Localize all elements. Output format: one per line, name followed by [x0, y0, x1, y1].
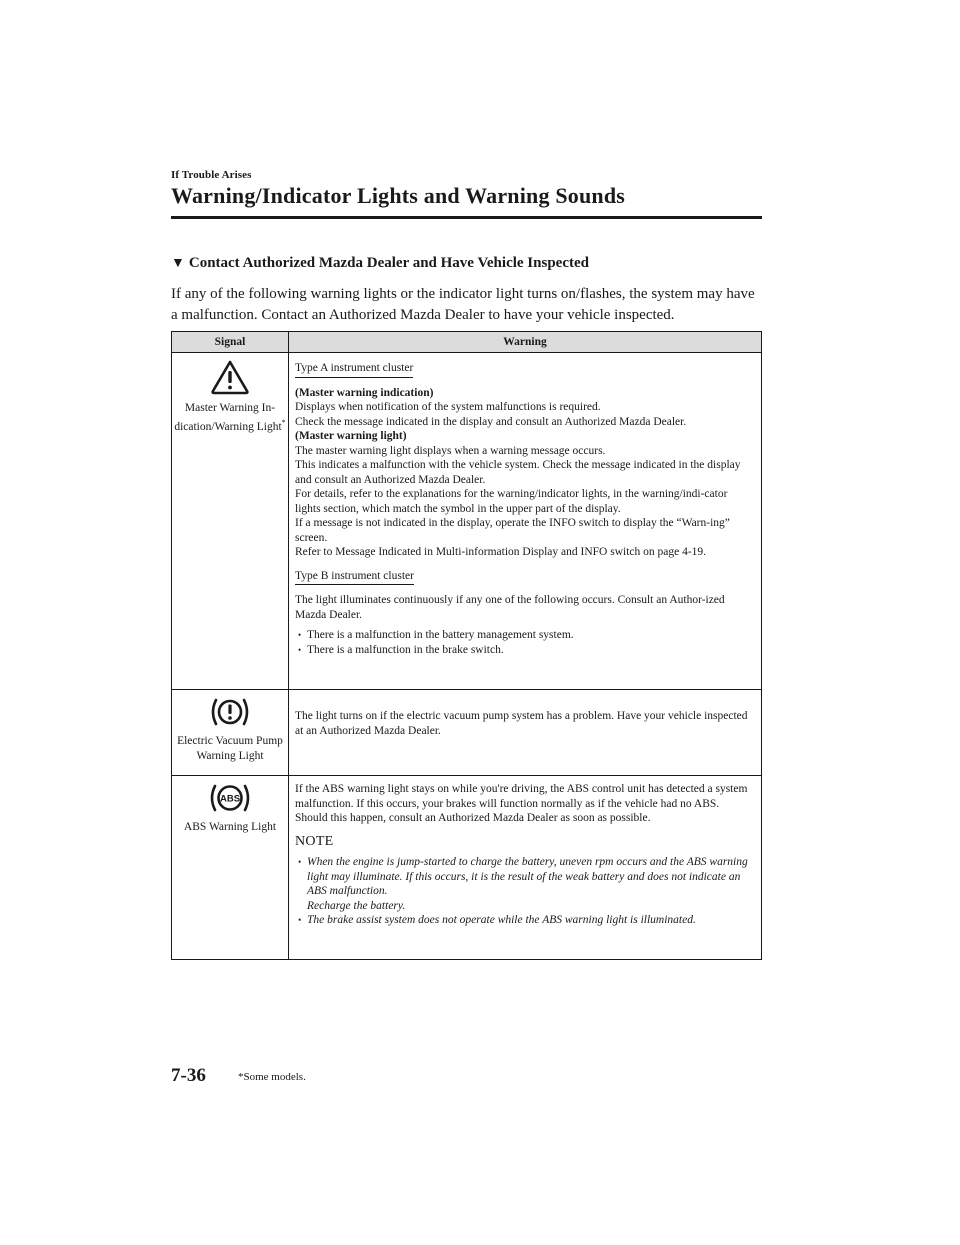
table-header-row: [172, 332, 762, 353]
title-rule: [171, 216, 762, 219]
type-b-heading: Type B instrument cluster: [295, 569, 414, 586]
master-light-heading: (Master warning light): [295, 430, 407, 442]
body-text: The master warning light displays when a warning message occurs.: [295, 444, 606, 457]
signal-name: Electric Vacuum Pump Warning Light: [177, 735, 283, 762]
table-row: [172, 353, 762, 690]
warning-cell: [289, 776, 762, 960]
footnote: *Some models.: [238, 1071, 306, 1083]
table-row: [172, 776, 762, 960]
col-header-signal: Signal: [172, 332, 289, 353]
note-heading: NOTE: [295, 833, 334, 849]
subsection-heading: [171, 255, 589, 272]
type-a-heading: Type A instrument cluster: [295, 361, 413, 378]
bullet-list: [295, 628, 755, 657]
body-text: Should this happen, consult an Authorized Mazda Dealer as soon as possible.: [295, 812, 651, 824]
col-header-warning: Warning: [289, 332, 762, 353]
section-label: If Trouble Arises: [171, 169, 252, 181]
note-list: [295, 855, 755, 928]
body-text: If a message is not indicated in the display, operate the INFO switch to display the “Warn-ing” screen.: [295, 517, 730, 544]
body-text: For details, refer to the explanations for the warning/indicator lights, in the warning/indi-cator lights section, which match the symbol in the upper part of the display.: [295, 488, 728, 515]
signal-cell: [172, 776, 289, 960]
signal-cell: [172, 690, 289, 776]
intro-paragraph: If any of the following warning lights or the indicator light turns on/flashes, the system may have a malfunction. Contact an Authorized Mazda Dealer to have your vehicle inspected.: [171, 286, 755, 323]
warning-cell: [289, 690, 762, 776]
triangle-marker-icon: ▼: [171, 256, 185, 271]
body-text: If the ABS warning light stays on while you're driving, the ABS control unit has detected a system malfunction. If this occurs, your brakes will function normally as if the vehicle had no ABS.: [295, 783, 748, 810]
list-item: • There is a malfunction in the battery management system.: [295, 628, 755, 643]
warning-cell: [289, 353, 762, 690]
body-text: The light illuminates continuously if any one of the following occurs. Consult an Author-ized Mazda Dealer.: [295, 594, 725, 621]
warning-lights-table: [171, 331, 762, 960]
signal-name: Master Warning In-dication/Warning Light*: [174, 402, 286, 433]
body-text: Displays when notification of the system malfunctions is required.: [295, 401, 601, 413]
body-text: Refer to Message Indicated in Multi-information Display and INFO switch on page 4-19.: [295, 546, 707, 558]
master-warning-triangle-icon: [210, 359, 250, 395]
abs-warning-icon: [207, 782, 253, 814]
electric-vacuum-pump-warning-icon: [209, 696, 251, 728]
body-text: This indicates a malfunction with the vehicle system. Check the message indicated in the display and consult an Authorized Mazda Dealer.: [295, 459, 741, 486]
signal-cell: [172, 353, 289, 690]
list-item: • There is a malfunction in the brake switch.: [295, 643, 755, 658]
list-item: • The brake assist system does not operate while the ABS warning light is illuminated.: [295, 913, 755, 928]
abs-icon-label: ABS: [219, 793, 241, 805]
body-text: Check the message indicated in the display and consult an Authorized Mazda Dealer.: [295, 415, 687, 428]
list-item: • When the engine is jump-started to charge the battery, uneven rpm occurs and the ABS warning light may illuminate. If this occurs, it is the result of the weak battery and does not indicate an ABS malfunction. Recharge the battery.: [295, 855, 755, 913]
page-number: 7-36: [171, 1065, 206, 1086]
page-title: Warning/Indicator Lights and Warning Sounds: [171, 183, 626, 208]
subsection-title: Contact Authorized Mazda Dealer and Have Vehicle Inspected: [188, 255, 589, 271]
body-text: The light turns on if the electric vacuum pump system has a problem. Have your vehicle inspected at an Authorized Mazda Dealer.: [295, 710, 748, 737]
signal-name: ABS Warning Light: [183, 821, 277, 833]
master-indication-heading: (Master warning indication): [295, 386, 434, 399]
table-row: [172, 690, 762, 776]
